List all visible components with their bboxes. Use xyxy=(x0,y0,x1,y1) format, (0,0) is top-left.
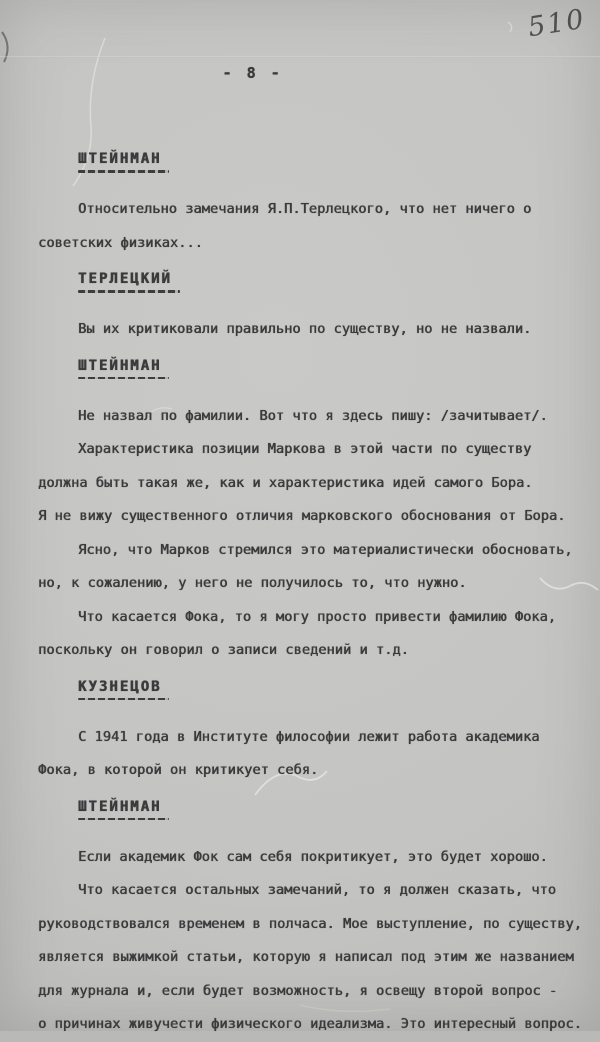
handwritten-page-number: 510 xyxy=(526,3,589,44)
text-line: Что касается остальных замечаний, то я должен сказать, что xyxy=(78,882,556,898)
text-line: С 1941 года в Институте философии лежит работа академика xyxy=(78,728,540,745)
speaker-name: ШТЕЙНМАН xyxy=(78,799,161,821)
text-line: но, к сожалению, у него не получилось то, что нужно. xyxy=(38,575,467,591)
text-line: советских физиках... xyxy=(38,234,203,251)
speaker-name: КУЗНЕЦОВ xyxy=(78,679,161,701)
speaker-heading xyxy=(38,268,594,298)
speaker-name: ТЕРЛЕЦКИЙ xyxy=(78,271,172,293)
text-line: поскольку он говорил о записи сведений и т.д. xyxy=(38,642,409,658)
text-line: должна быть такая же, как и характеристика идей самого Бора. xyxy=(38,474,533,491)
text-line: для журнала и, если будет возможность, я освещу второй вопрос - xyxy=(38,982,558,999)
scan-fold-line xyxy=(0,56,600,58)
text-line: Не назвал по фамилии. Вот что я здесь пишу: /зачитывает/. xyxy=(78,407,548,424)
text-line: Относительно замечания Я.П.Терлецкого, что нет ничего о xyxy=(78,201,532,217)
page-number: - 8 - xyxy=(222,64,283,82)
text-line: руководствовался временем в полчаса. Мое выступление, по существу, xyxy=(38,915,582,932)
speaker-heading xyxy=(38,796,594,826)
speaker-heading xyxy=(38,148,594,178)
text-line: Ясно, что Марков стремился это материалистически обосновать, xyxy=(78,541,573,558)
speaker-name: ШТЕЙНМАН xyxy=(78,151,161,173)
text-line: Что касается Фока, то я могу просто привести фамилию Фока, xyxy=(78,608,556,625)
text-line: Я не вижу существенного отличия марковского обоснования от Бора. xyxy=(38,508,566,524)
speaker-name: ШТЕЙНМАН xyxy=(78,358,161,380)
document-body xyxy=(38,140,594,1042)
text-line: Если академик Фок сам себя покритикует, это будет хорошо. xyxy=(78,848,548,865)
speaker-heading xyxy=(38,355,594,385)
text-line: является выжимкой статьи, которую я написал под этим же названием xyxy=(38,949,574,965)
text-line: о причинах живучести физического идеализма. Это интересный вопрос. xyxy=(38,1016,582,1032)
speaker-heading xyxy=(38,676,594,706)
text-line: Фока, в которой он критикует себя. xyxy=(38,762,319,778)
text-line: Вы их критиковали правильно по существу, но не назвали. xyxy=(78,321,532,337)
text-line: Характеристика позиции Маркова в этой части по существу xyxy=(78,441,532,457)
